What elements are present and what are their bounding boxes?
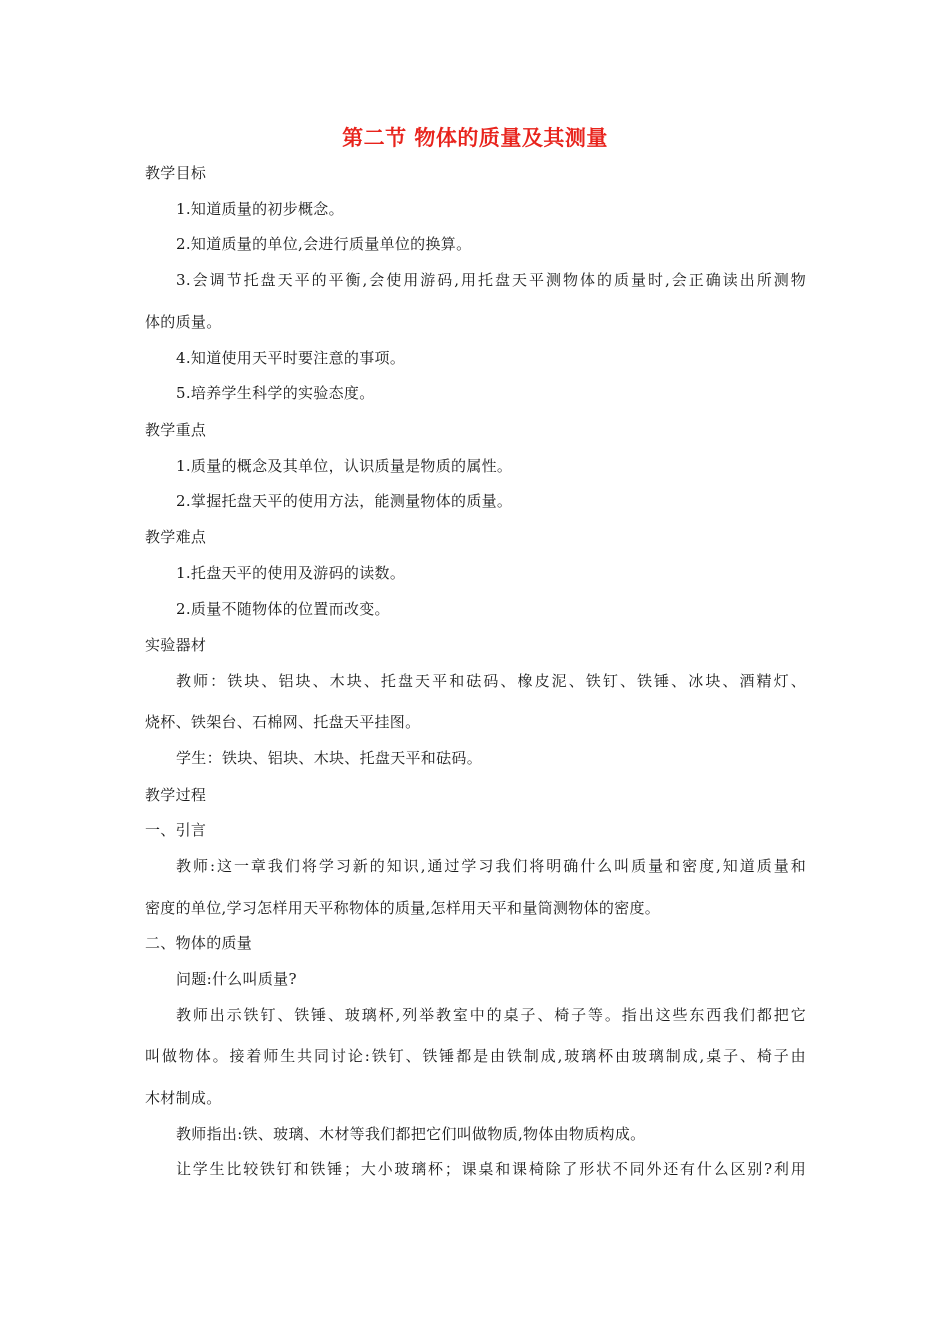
paragraph-line: 密度的单位,学习怎样用天平称物体的质量,怎样用天平和量筒测物体的密度。: [145, 899, 661, 917]
paragraph-line: 2.知道质量的单位,会进行质量单位的换算。: [176, 235, 472, 253]
section-heading-key-points: 教学重点: [145, 421, 207, 439]
paragraph-line: 1.质量的概念及其单位，认识质量是物质的属性。: [176, 457, 513, 475]
paragraph-line: 2.质量不随物体的位置而改变。: [176, 600, 390, 618]
subsection-heading-intro: 一、引言: [145, 821, 207, 839]
subsection-heading-mass: 二、物体的质量: [145, 934, 253, 952]
paragraph-line: 教师:这一章我们将学习新的知识,通过学习我们将明确什么叫质量和密度,知道质量和: [176, 857, 806, 875]
section-heading-difficulties: 教学难点: [145, 528, 207, 546]
paragraph-line: 叫做物体。接着师生共同讨论:铁钉、铁锤都是由铁制成,玻璃杯由玻璃制成,桌子、椅子由: [145, 1047, 806, 1065]
section-heading-objectives: 教学目标: [145, 164, 207, 182]
paragraph-line: 教师：铁块、铝块、木块、托盘天平和砝码、橡皮泥、铁钉、铁锤、冰块、酒精灯、: [176, 672, 806, 690]
page-title: 第二节 物体的质量及其测量: [342, 126, 608, 150]
paragraph-line: 木材制成。: [145, 1089, 222, 1107]
paragraph-line: 让学生比较铁钉和铁锤；大小玻璃杯；课桌和课椅除了形状不同外还有什么区别?利用: [176, 1160, 806, 1178]
paragraph-line: 体的质量。: [145, 313, 222, 331]
paragraph-line: 学生：铁块、铝块、木块、托盘天平和砝码。: [176, 749, 483, 767]
paragraph-line: 2.掌握托盘天平的使用方法，能测量物体的质量。: [176, 492, 513, 510]
section-heading-process: 教学过程: [145, 786, 207, 804]
paragraph-line: 5.培养学生科学的实验态度。: [176, 384, 375, 402]
section-heading-materials: 实验器材: [145, 636, 207, 654]
paragraph-line: 1.知道质量的初步概念。: [176, 200, 344, 218]
paragraph-line: 4.知道使用天平时要注意的事项。: [176, 349, 406, 367]
paragraph-line: 1.托盘天平的使用及游码的读数。: [176, 564, 406, 582]
paragraph-line: 教师指出:铁、玻璃、木材等我们都把它们叫做物质,物体由物质构成。: [176, 1125, 646, 1143]
paragraph-line: 烧杯、铁架台、石棉网、托盘天平挂图。: [145, 713, 421, 731]
paragraph-line: 3.会调节托盘天平的平衡,会使用游码,用托盘天平测物体的质量时,会正确读出所测物: [176, 271, 806, 289]
paragraph-line: 问题:什么叫质量?: [176, 970, 297, 988]
paragraph-line: 教师出示铁钉、铁锤、玻璃杯,列举教室中的桌子、椅子等。指出这些东西我们都把它: [176, 1006, 806, 1024]
